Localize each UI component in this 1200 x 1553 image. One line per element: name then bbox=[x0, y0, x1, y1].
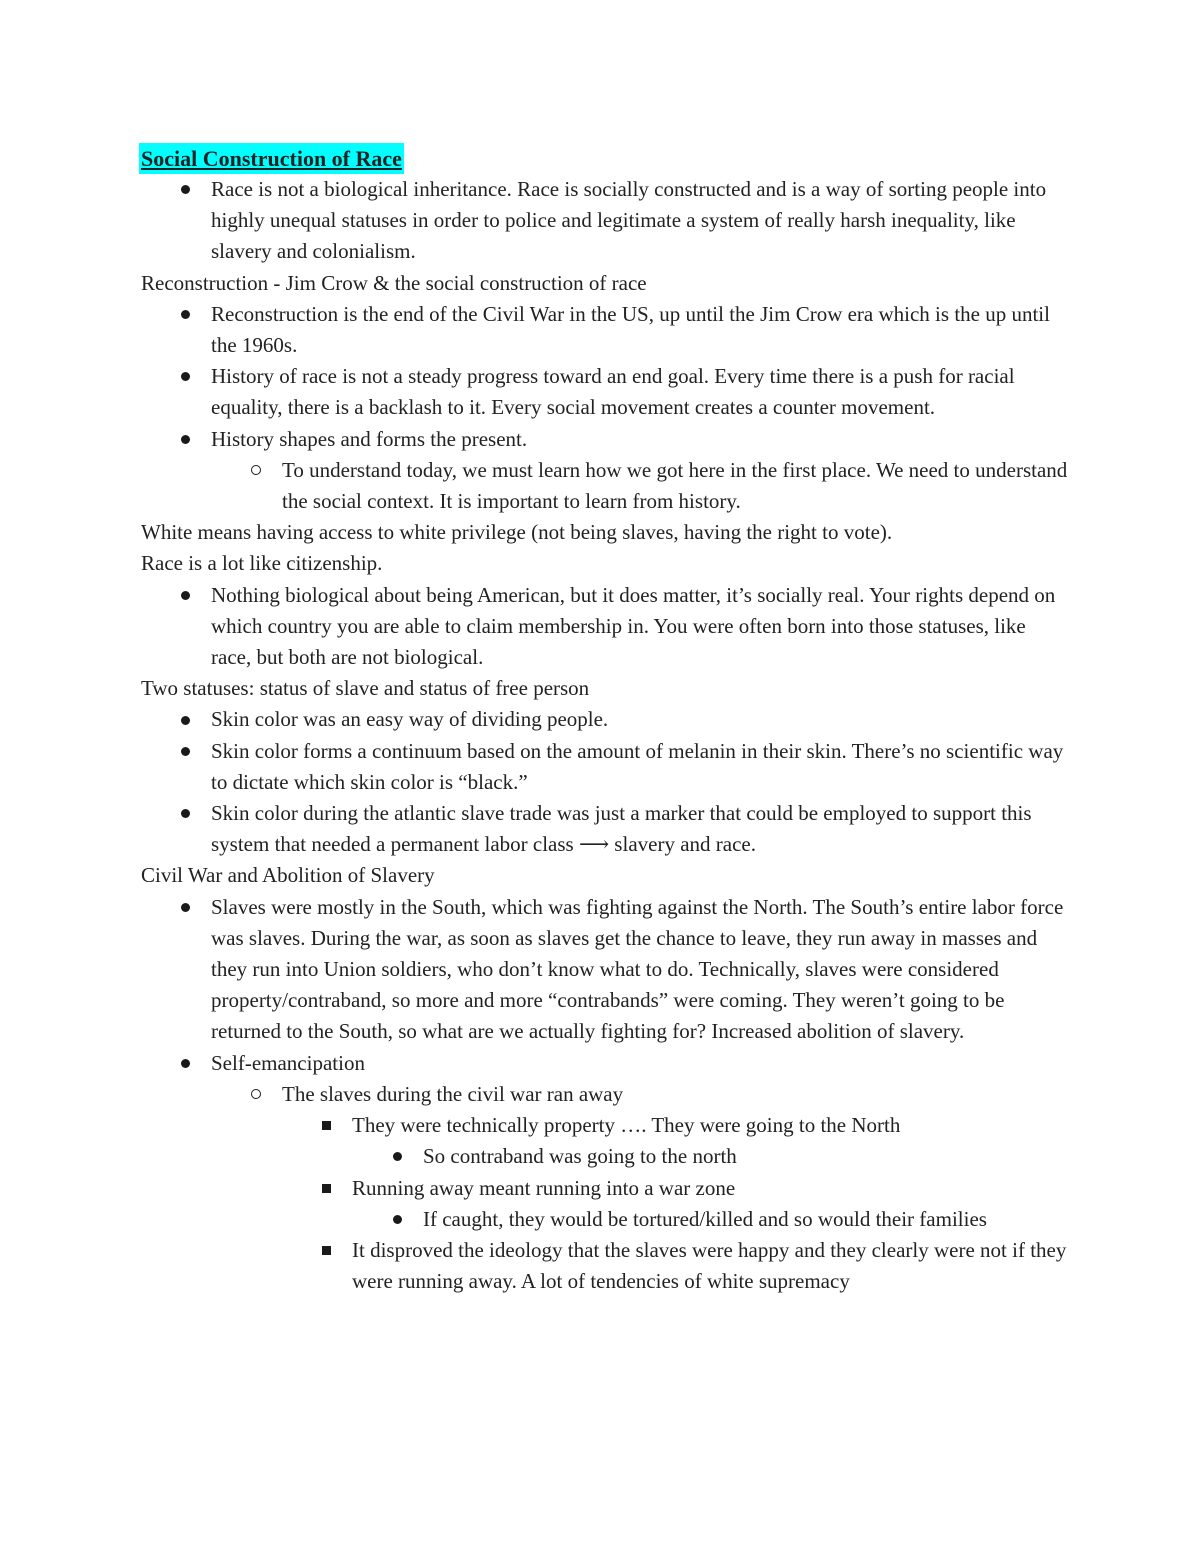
bullet-marker bbox=[316, 1173, 336, 1204]
paragraph: White means having access to white privilege (not being slaves, having the right to vote). bbox=[141, 520, 893, 545]
disc-bullet-icon bbox=[181, 310, 190, 319]
disc-bullet-icon bbox=[393, 1215, 402, 1224]
square-bullet-icon bbox=[322, 1246, 331, 1255]
list-item-text: History of race is not a steady progress toward an end goal. Every time there is a push for racial equality, there is a backlash to it. Every social movement creates a counter movement. bbox=[211, 364, 1015, 420]
list-item-text: Slaves were mostly in the South, which was fighting against the North. The South’s entire labor force was slaves. During the war, as soon as slaves get the chance to leave, they run away in masses and they run into Union soldiers, who don’t know what to do. Technically, slaves were considered property/contraband, so more and more “contrabands” were coming. They weren’t going to be returned to the South, so what are we actually fighting for? Increased abolition of slavery. bbox=[211, 894, 1064, 1044]
disc-bullet-icon bbox=[181, 716, 190, 725]
list-item-text: History shapes and forms the present. bbox=[211, 426, 528, 451]
list-item bbox=[141, 580, 1071, 674]
disc-bullet-icon bbox=[181, 435, 190, 444]
disc-bullet-icon bbox=[181, 185, 190, 194]
list-item bbox=[141, 1235, 1071, 1297]
list-item-text: Self-emancipation bbox=[211, 1050, 365, 1075]
bullet-marker bbox=[175, 892, 195, 923]
bullet-marker bbox=[175, 299, 195, 330]
disc-bullet-icon bbox=[181, 1059, 190, 1068]
bullet-marker bbox=[175, 424, 195, 455]
list-item-text: Reconstruction is the end of the Civil War in the US, up until the Jim Crow era which is the up until the 1960s. bbox=[211, 301, 1050, 358]
document-title: Social Construction of Race bbox=[139, 143, 404, 174]
list-item-text: It disproved the ideology that the slaves were happy and they clearly were not if they were running away. A lot of tendencies of white supremacy bbox=[352, 1237, 1067, 1294]
list-item bbox=[141, 174, 1071, 268]
list-item-text: If caught, they would be tortured/killed and so would their families bbox=[423, 1206, 987, 1231]
list-item-text: They were technically property …. They were going to the North bbox=[352, 1113, 901, 1138]
paragraph: Civil War and Abolition of Slavery bbox=[141, 863, 435, 888]
list-item-text: Nothing biological about being American, but it does matter, it’s socially real. Your rights depend on which country you are able to claim membership in. You were often born into those statuses, like race, but both are not biological. bbox=[211, 582, 1056, 670]
list-item bbox=[141, 892, 1071, 1048]
list-item bbox=[141, 704, 1071, 735]
disc-bullet-icon bbox=[181, 591, 190, 600]
bullet-marker bbox=[246, 1079, 266, 1110]
list-item-text: The slaves during the civil war ran away bbox=[282, 1081, 624, 1106]
document-body bbox=[141, 143, 1071, 1297]
circle-bullet-icon bbox=[251, 465, 261, 475]
paragraph: Race is a lot like citizenship. bbox=[141, 551, 383, 576]
bullet-marker bbox=[175, 798, 195, 829]
title-row bbox=[141, 143, 1071, 174]
bullet-marker bbox=[387, 1141, 407, 1172]
disc-bullet-icon bbox=[181, 809, 190, 818]
bullet-marker bbox=[175, 580, 195, 611]
circle-bullet-icon bbox=[251, 1089, 261, 1099]
disc-bullet-icon bbox=[181, 903, 190, 912]
list-item-text: Race is not a biological inheritance. Race is socially constructed and is a way of sorting people into highly unequal statuses in order to police and legitimate a system of really harsh inequality, like slavery and colonialism. bbox=[211, 177, 1047, 264]
list-item bbox=[141, 798, 1071, 860]
list-item bbox=[141, 1110, 1071, 1141]
list-item bbox=[141, 1048, 1071, 1079]
bullet-marker bbox=[175, 1048, 195, 1079]
bullet-marker bbox=[316, 1235, 336, 1266]
disc-bullet-icon bbox=[181, 372, 190, 381]
document-blocks bbox=[141, 174, 1071, 1297]
list-item bbox=[141, 1204, 1071, 1235]
list-item bbox=[141, 299, 1071, 361]
disc-bullet-icon bbox=[181, 747, 190, 756]
list-item bbox=[141, 361, 1071, 423]
paragraph: Two statuses: status of slave and status of free person bbox=[141, 676, 590, 701]
list-item bbox=[141, 736, 1071, 798]
square-bullet-icon bbox=[322, 1121, 331, 1130]
list-item bbox=[141, 424, 1071, 455]
bullet-marker bbox=[316, 1110, 336, 1141]
bullet-marker bbox=[387, 1204, 407, 1235]
bullet-marker bbox=[175, 736, 195, 767]
disc-bullet-icon bbox=[393, 1152, 402, 1161]
list-item-text: Running away meant running into a war zone bbox=[352, 1175, 736, 1200]
paragraph: Reconstruction - Jim Crow & the social construction of race bbox=[141, 270, 647, 295]
bullet-marker bbox=[175, 361, 195, 392]
bullet-marker bbox=[246, 455, 266, 486]
list-item-text: So contraband was going to the north bbox=[423, 1144, 737, 1169]
list-item bbox=[141, 455, 1071, 517]
list-item bbox=[141, 1173, 1071, 1204]
bullet-marker bbox=[175, 704, 195, 735]
list-item-text: Skin color during the atlantic slave trade was just a marker that could be employed to support this system that needed a permanent labor class ⟶ slavery and race. bbox=[211, 801, 1032, 857]
list-item-text: Skin color forms a continuum based on the amount of melanin in their skin. There’s no scientific way to dictate which skin color is “black.” bbox=[211, 738, 1064, 794]
bullet-marker bbox=[175, 174, 195, 205]
list-item bbox=[141, 1141, 1071, 1172]
list-item-text: Skin color was an easy way of dividing people. bbox=[211, 707, 609, 732]
square-bullet-icon bbox=[322, 1184, 331, 1193]
list-item-text: To understand today, we must learn how we got here in the first place. We need to understand the social context. It is important to learn from history. bbox=[282, 457, 1068, 514]
list-item bbox=[141, 1079, 1071, 1110]
